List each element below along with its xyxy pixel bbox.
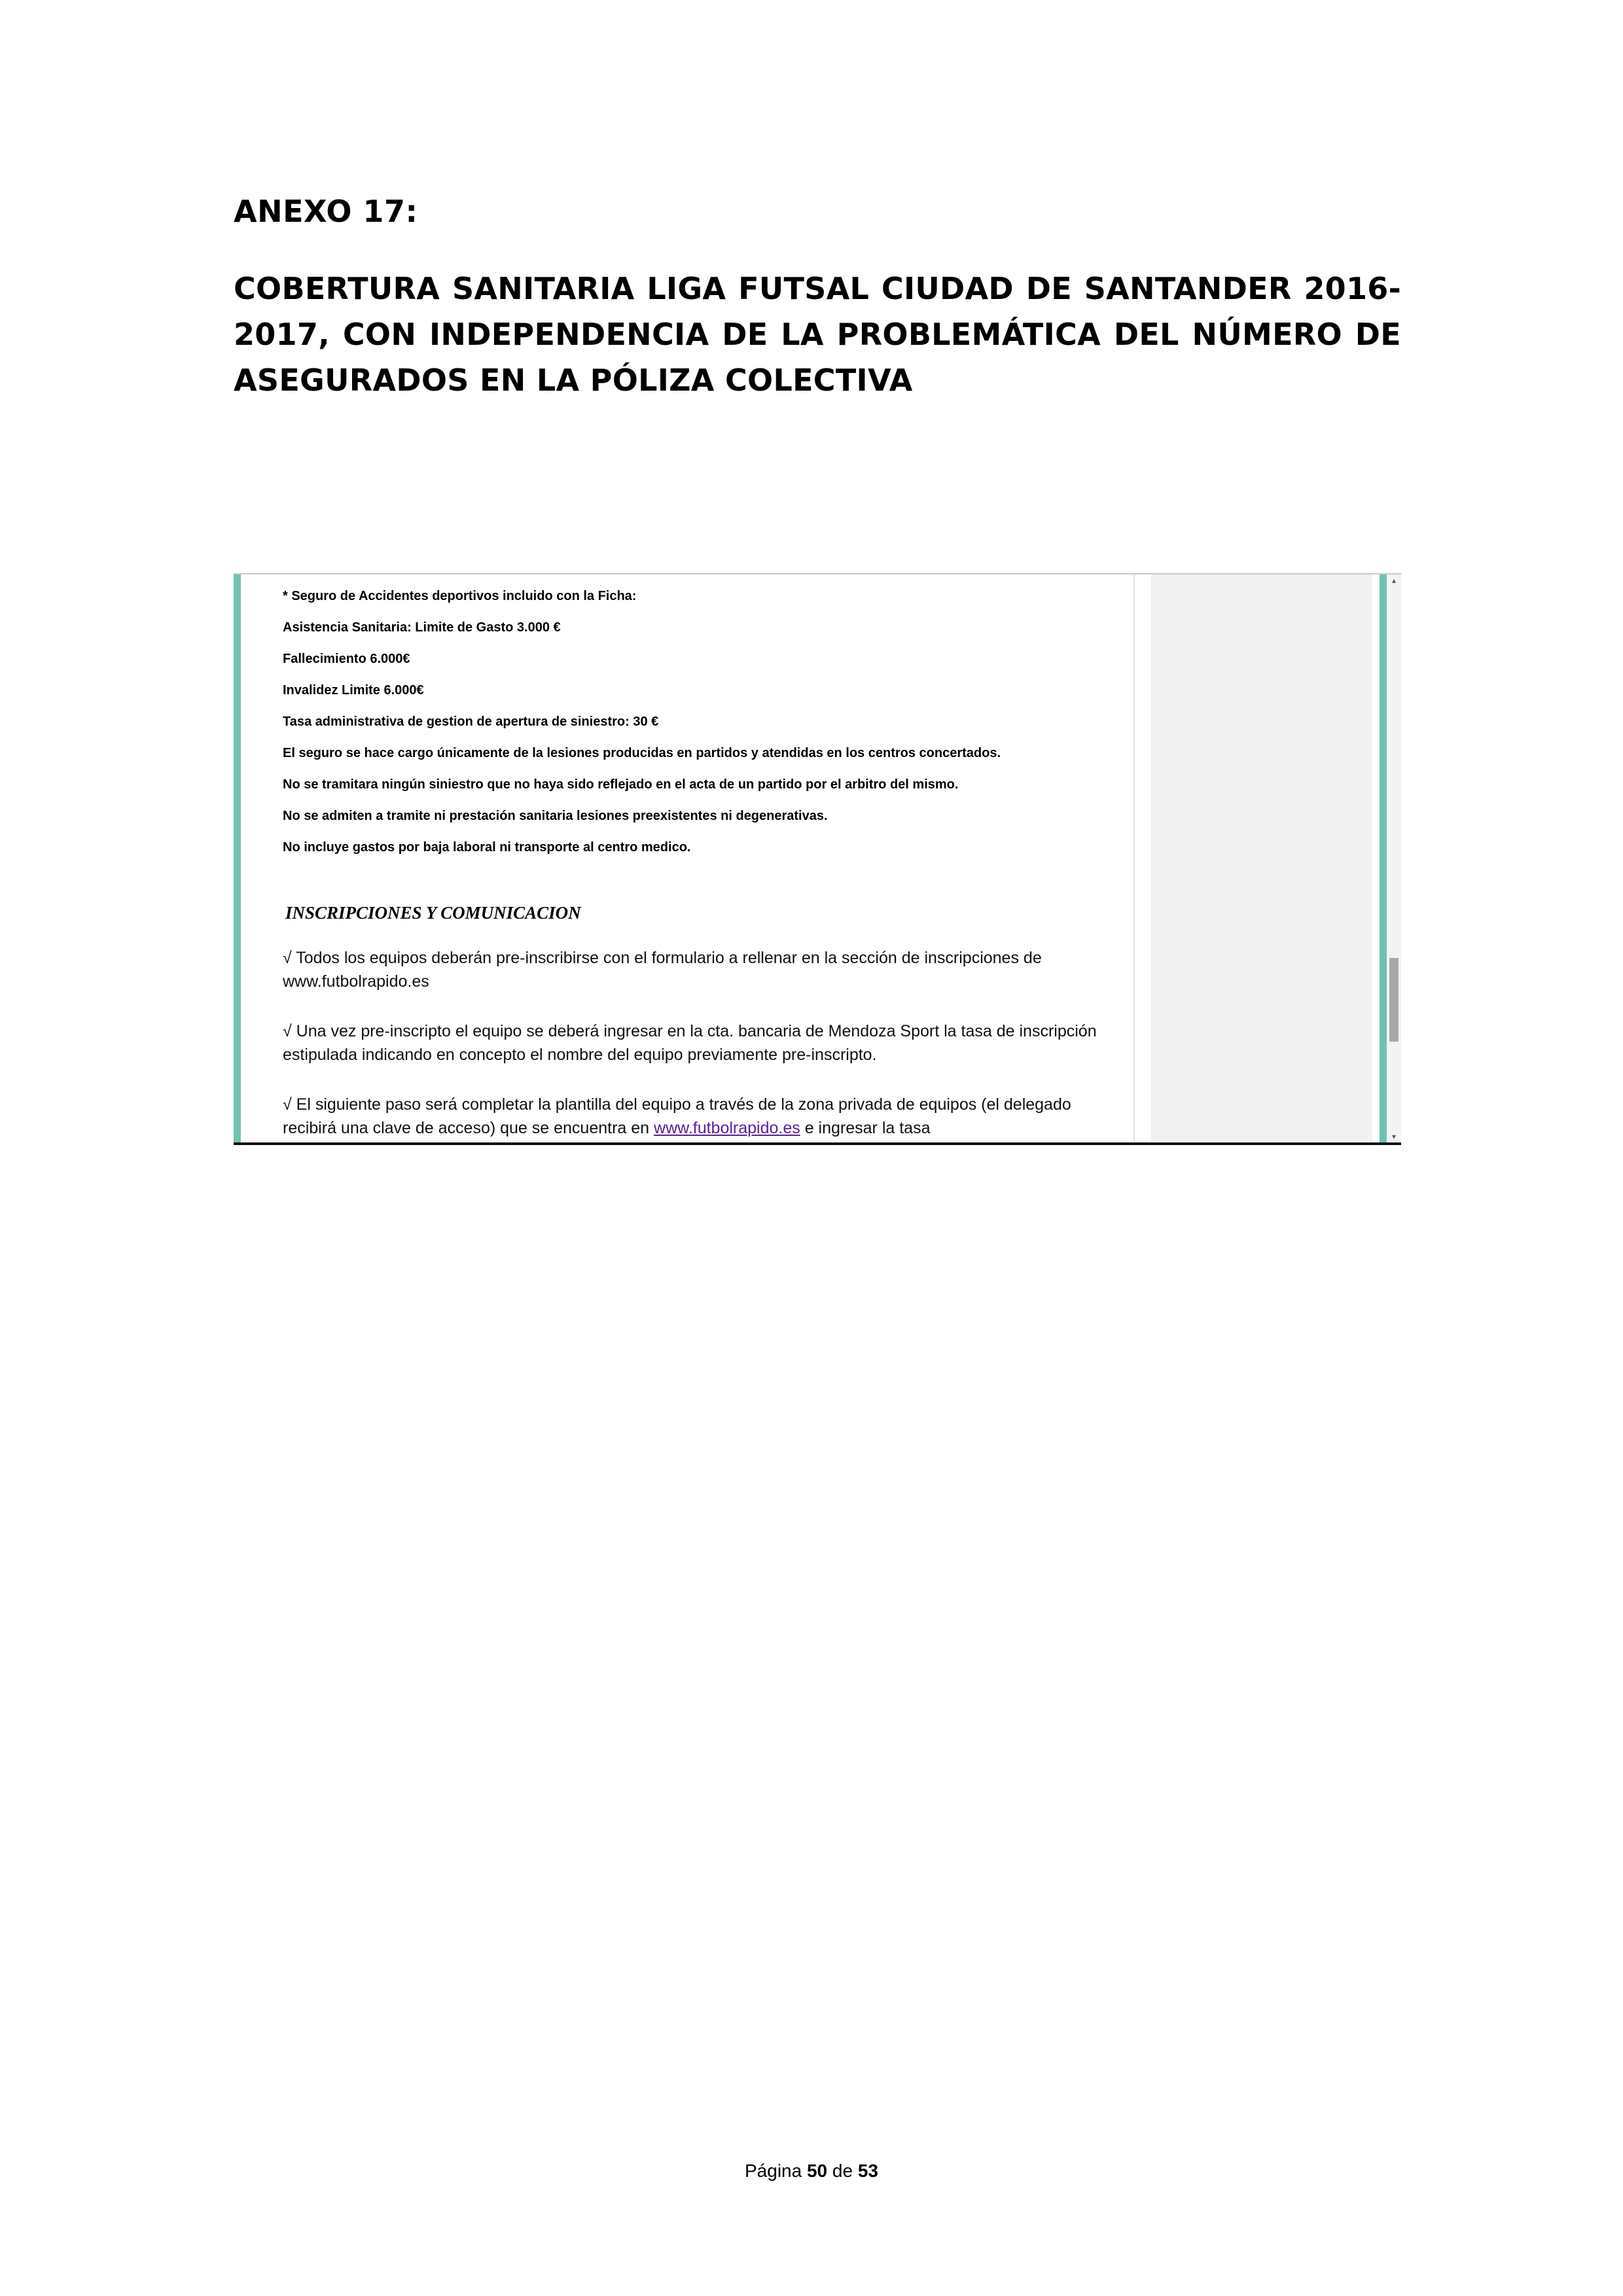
- total-pages-number: 53: [857, 2161, 878, 2181]
- section-heading-inscripciones: INSCRIPCIONES Y COMUNICACION: [285, 903, 581, 923]
- paragraph-plantilla-text: √ El siguiente paso será completar la plantilla del equipo a través de la zona privada de equipos (el delegado recibirá una clave de acceso) que se encuentra en: [283, 1095, 1071, 1137]
- scrollbar-thumb[interactable]: [1389, 958, 1399, 1042]
- futbolrapido-link[interactable]: www.futbolrapido.es: [654, 1119, 800, 1137]
- insurance-line: No incluye gastos por baja laboral ni transporte al centro medico.: [283, 840, 691, 855]
- paragraph-ingreso-tasa: √ Una vez pre-inscripto el equipo se deberá ingresar en la cta. bancaria de Mendoza Sport la tasa de inscripción estipulada indicando en concepto el nombre del equipo previamente pre-inscripto.: [283, 1022, 1097, 1064]
- annex-title: COBERTURA SANITARIA LIGA FUTSAL CIUDAD DE SANTANDER 2016-2017, CON INDEPENDENCIA DE LA PROBLEMÁTICA DEL NÚMERO DE ASEGURADOS EN LA PÓLIZA COLECTIVA: [234, 271, 1401, 398]
- paragraph-plantilla-text-end: e ingresar la tasa: [800, 1119, 931, 1137]
- insurance-line: Asistencia Sanitaria: Limite de Gasto 3.000 €: [283, 620, 561, 635]
- column-divider: [1133, 574, 1135, 1142]
- of-word: de: [832, 2161, 853, 2181]
- insurance-line: No se tramitara ningún siniestro que no haya sido reflejado en el acta de un partido por el arbitro del mismo.: [283, 777, 959, 792]
- insurance-line: Invalidez Limite 6.000€: [283, 683, 424, 698]
- paragraph-preinscripcion: √ Todos los equipos deberán pre-inscribirse con el formulario a rellenar en la sección de inscripciones de www.futbolrapido.es: [283, 949, 1042, 991]
- insurance-line: No se admiten a tramite ni prestación sanitaria lesiones preexistentes ni degenerativas.: [283, 809, 828, 823]
- page-word: Página: [745, 2161, 802, 2181]
- embedded-webpage-screenshot: [234, 573, 1401, 1145]
- insurance-line: * Seguro de Accidentes deportivos incluido con la Ficha:: [283, 589, 637, 603]
- insurance-line: Fallecimiento 6.000€: [283, 652, 410, 666]
- current-page-number: 50: [806, 2161, 828, 2181]
- scroll-up-arrow-icon[interactable]: ▴: [1391, 576, 1397, 585]
- right-accent-bar: [1380, 574, 1387, 1142]
- insurance-line: Tasa administrativa de gestion de apertura de siniestro: 30 €: [283, 715, 659, 729]
- left-accent-bar: [234, 574, 241, 1142]
- vertical-scrollbar[interactable]: [1387, 574, 1401, 1142]
- scroll-down-arrow-icon[interactable]: ▾: [1391, 1132, 1397, 1141]
- annex-label: ANEXO 17:: [234, 194, 418, 229]
- page-footer: [0, 2161, 1623, 2181]
- right-sidebar: [1151, 574, 1372, 1142]
- paragraph-plantilla: [283, 1093, 1127, 1140]
- insurance-line: El seguro se hace cargo únicamente de la lesiones producidas en partidos y atendidas en los centros concertados.: [283, 746, 1001, 760]
